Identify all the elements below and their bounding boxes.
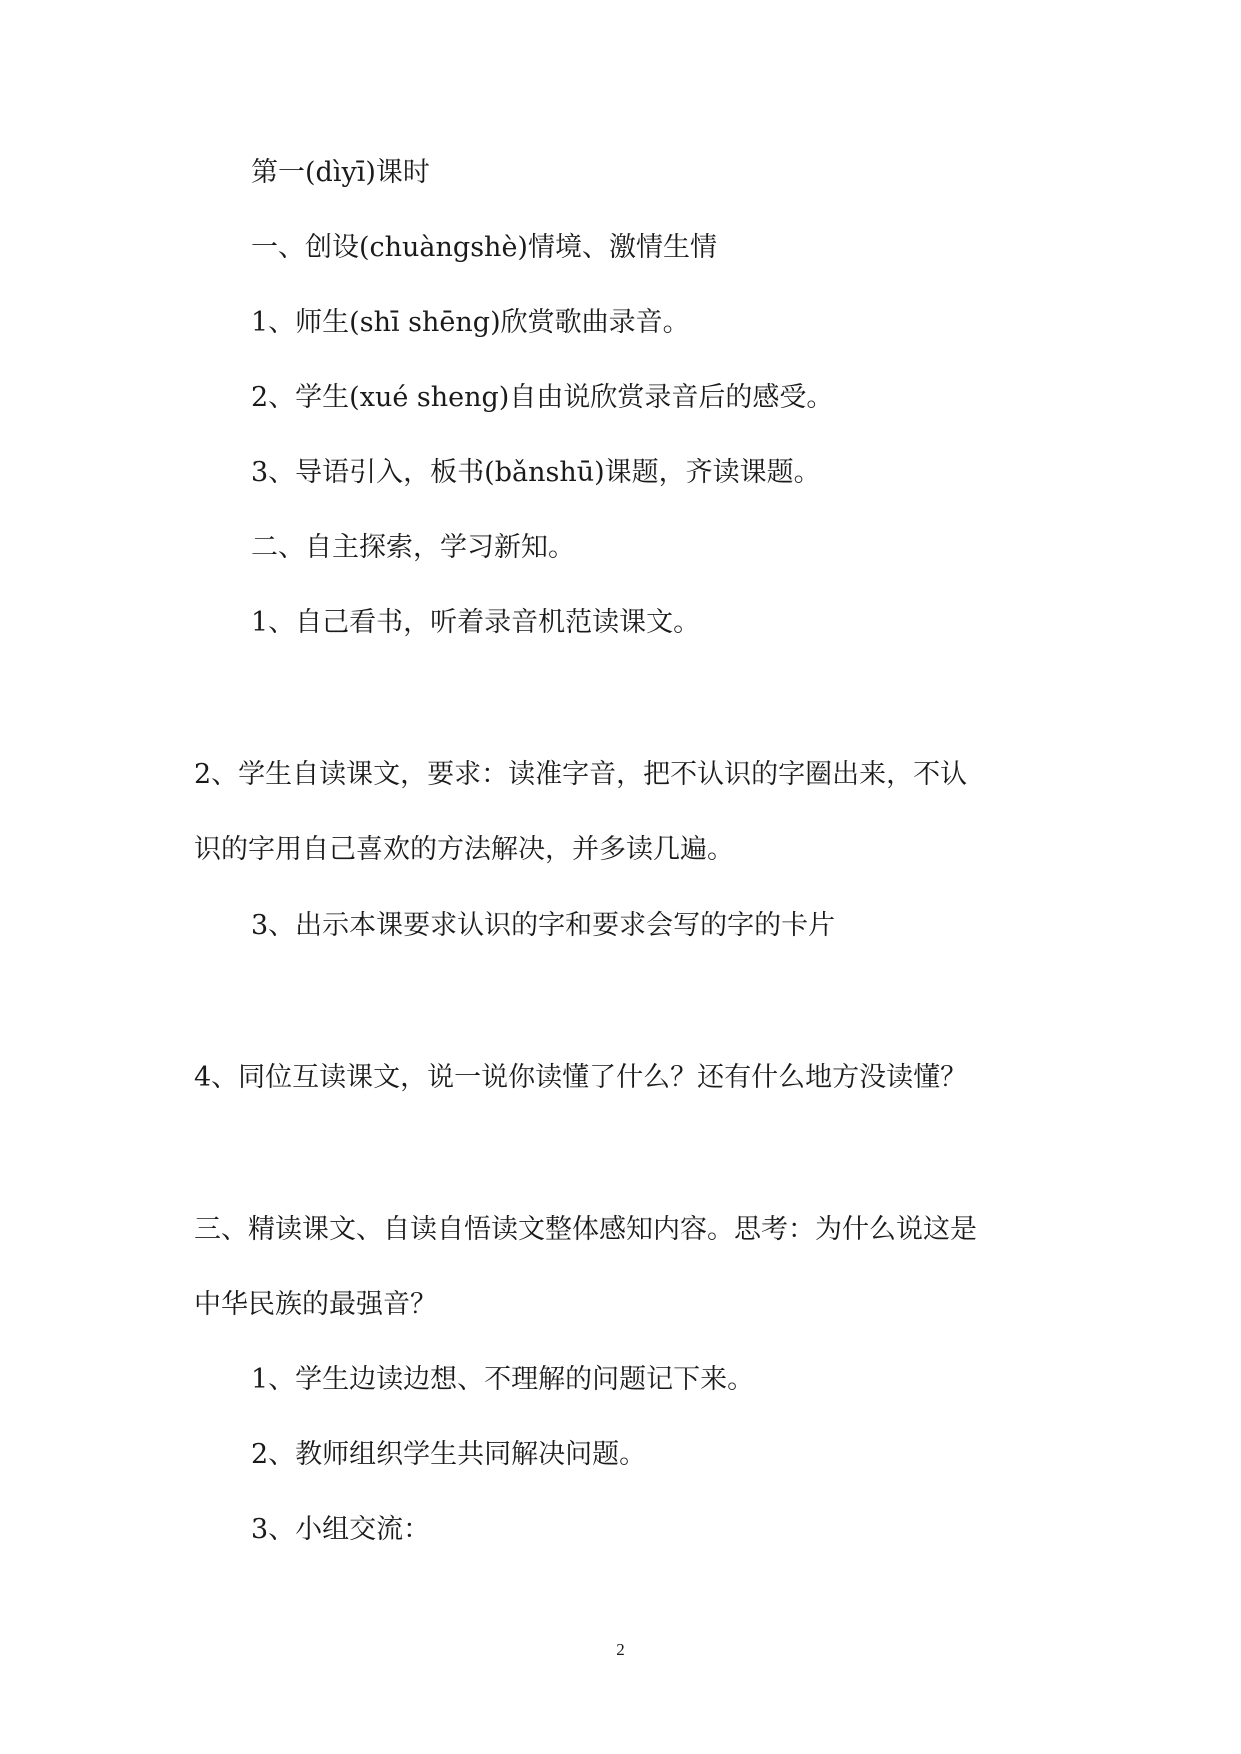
paragraph: 1、师生(shī shēng)欣赏歌曲录音。	[251, 307, 690, 338]
paragraph: 3、导语引入，板书(bǎnshū)课题，齐读课题。	[251, 457, 821, 488]
paragraph: 4、同位互读课文，说一说你读懂了什么？还有什么地方没读懂？	[194, 1062, 968, 1093]
paragraph: 2、学生(xué sheng)自由说欣赏录音后的感受。	[251, 382, 834, 413]
paragraph: 3、小组交流：	[251, 1514, 431, 1545]
paragraph-continuation: 识的字用自己喜欢的方法解决，并多读几遍。	[194, 834, 734, 865]
paragraph: 1、自己看书，听着录音机范读课文。	[251, 607, 701, 638]
section-two-heading: 二、自主探索，学习新知。	[251, 532, 575, 563]
page-number: 2	[616, 1640, 625, 1659]
lesson-period-heading: 第一(dìyī)课时	[251, 157, 430, 188]
paragraph: 1、学生边读边想、不理解的问题记下来。	[251, 1364, 755, 1395]
section-three-heading-continuation: 中华民族的最强音？	[194, 1289, 437, 1320]
paragraph: 2、学生自读课文，要求：读准字音，把不认识的字圈出来，不认	[194, 759, 968, 790]
paragraph: 2、教师组织学生共同解决问题。	[251, 1439, 647, 1470]
paragraph: 3、出示本课要求认识的字和要求会写的字的卡片	[251, 910, 836, 941]
section-three-heading: 三、精读课文、自读自悟读文整体感知内容。思考：为什么说这是	[194, 1214, 977, 1245]
section-one-heading: 一、创设(chuàngshè)情境、激情生情	[251, 232, 717, 263]
